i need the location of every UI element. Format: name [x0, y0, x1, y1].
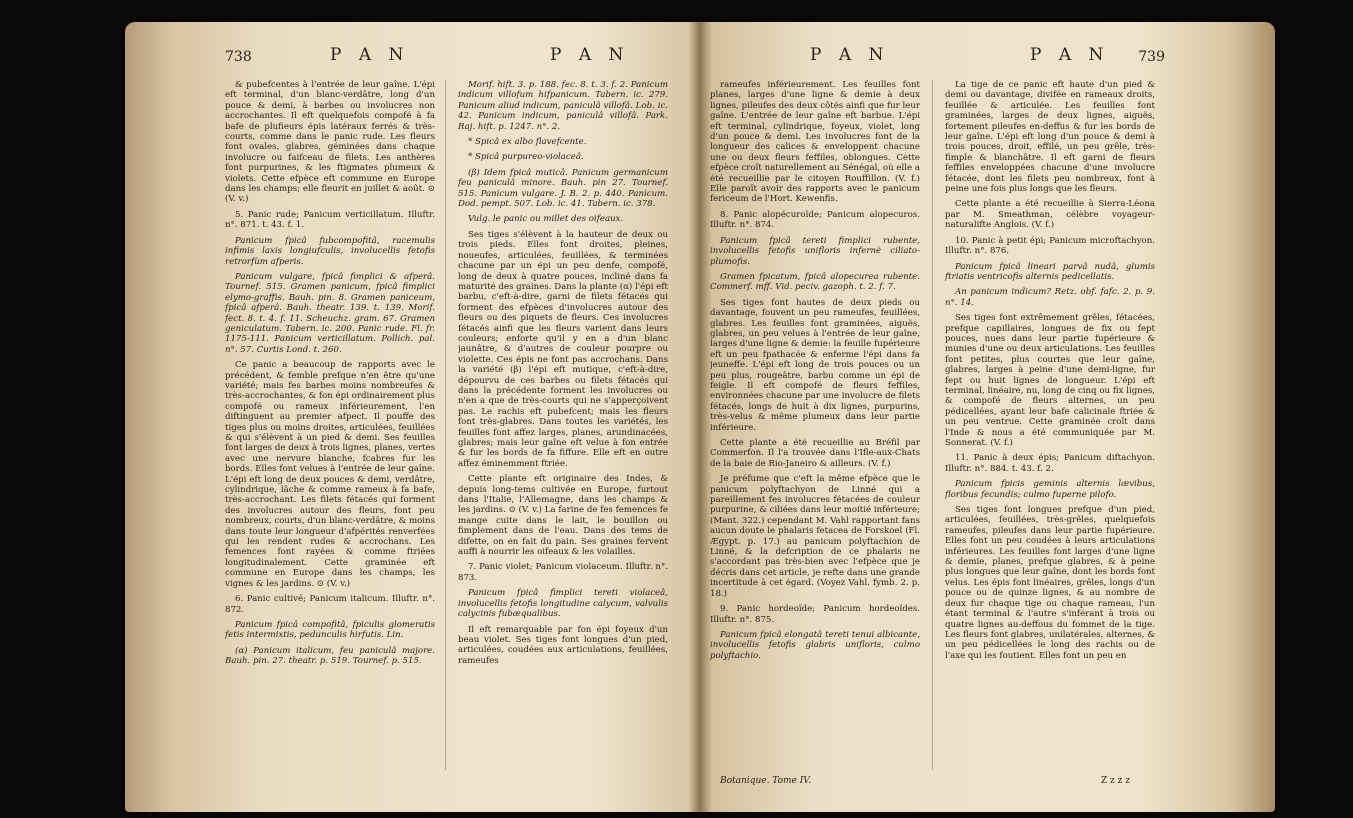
paragraph: Ce panic a beaucoup de rapports avec le précédent, & femble prefque n'en être qu'une variété; mais fes barbes moins nombreufes & très-accrochantes, & fon épi ordinairement plus compofé ou rameux inférieurement, l'en diftinguent au premier afpect. Il pouffe des tiges plus ou moins droites, articulées, feuillées & qui s'élèvent à un pied & demi. Ses feuilles font larges de deux à trois lignes, planes, vertes avec une nervure blanche, fcabres fur les bords. Elles font velues à l'entrée de leur gaîne. L'épi eft long de deux pouces & demi, verdâtre, cylindrique, lâche & comme rameux à fa bafe, très-accrochant. Les filets fétacés qui forment des involucres autour des fleurs, font peu nombreux, courts, d'un blanc-verdâtre, & moins dans toute leur longueur d'afpérités renverfées qui les rendent rudes & accrochans. Les femences font rayées & comme ftriées longitudinalement. Cette graminée eft commune en Europe dans les champs, les vignes & les jardins. ⊙ (V. v.) [225, 360, 435, 589]
paragraph: Il eft remarquable par fon épi foyeux d'un beau violet. Ses tiges font longues d'un pied, articulées, coudées aux articulations, feuillées, rameufes [458, 624, 668, 666]
footer-signature: Z z z z [1100, 775, 1130, 786]
column-rule [445, 80, 446, 770]
species-heading: 6. Panic cultivé; Panicum italicum. Illuftr. n°. 872. [225, 594, 435, 615]
paragraph: Ses tiges font hautes de deux pieds ou davantage, fouvent un peu rameufes, feuillées, glabres. Les feuilles font graminées, aiguës, glabres, un peu velues à l'entrée de leur gaîne, larges d'une ligne & demie: la feuille fupérieure eft un peu fpathacée & enferme l'épi dans fa jeuneffe. L'épi eft long de trois pouces ou un peu plus, rougeâtre, barbu comme un épi de feigle. Il eft compofé de fleurs feffiles, environnées chacune par une involucre de filets fétacés, longs de huit à dix lignes, purpurins, très-velus & même plumeux dans leur partie inférieure. [710, 297, 920, 433]
paragraph: rameufes inférieurement. Les feuilles font planes, larges d'une ligne & demie à deux lignes, pileufes des deux côtés ainfi que fur leur gaîne. L'entrée de leur gaîne eft barbue. L'épi eft terminal, cylindrique, foyeux, violet, long d'un pouce & demi. Les involucres font de la longueur des calices & enveloppent chacune une ou deux fleurs feffiles, oblongues. Cette efpèce croît naturellement au Sénégal, où elle a été recueillie par le citoyen Rouffillon. (V. f.) Elle paroît avoir des rapports avec le panicum fericeum de l'Hort. Kewenfis. [710, 80, 920, 205]
left-page [220, 45, 690, 790]
left-column-1 [225, 80, 435, 780]
paragraph: Ses tiges font extrêmement grêles, fétacées, prefque capillaires, longues de fix ou fept pouces, nues dans leur partie fupérieure & munies d'une ou deux articulations. Les feuilles font petites, plus courtes que leur gaîne, glabres, larges à peine d'une demi-ligne, fur fept ou huit lignes de longueur. L'épi eft terminal, linéaire, nu, long de cinq ou fix lignes, & compofé de fleurs alternes, un peu pédicellées, ayant leur bafe calicinale ftriée & un peu ventrue. Cette graminée croît dans l'Inde & nous a été communiquée par M. Sonnerat. (V. f.) [945, 313, 1155, 448]
species-heading: 8. Panic alopécuroïde; Panicum alopecuros. Illuftr. n°. 874. [710, 209, 920, 231]
diagnosis: Panicum fpicâ lineari parvâ nudâ, glumis ftriatis ventricofis alternis pedicellatis. [945, 261, 1155, 282]
variety: * Spicâ ex albo flavefcente. [468, 137, 587, 148]
diagnosis: Panicum fpicâ tereti fimplici rubente, involucellis fetofis unifloris infernè ciliato-plumofis. [710, 235, 920, 267]
left-page-number: 738 [225, 49, 252, 65]
right-column-1 [710, 80, 920, 780]
right-column-2 [945, 80, 1155, 780]
species-heading: 9. Panic hordeoïde; Panicum hordeoïdes. Illuftr. n°. 875. [710, 604, 920, 625]
synonymy: Panicum vulgare, fpicâ fimplici & afperâ. Tournef. 515. Gramen panicum, fpicâ fimplici elymo-graffis. Bauh. pin. 8. Gramen paniceum, fpicâ afperâ. Bauh. theatr. 139. t. 139. Morif. fect. 8. t. 4. f. 11. Scheuchz. gram. 67. Gramen geniculatum. Tabern. ic. 200. Panic rude. Fl. fr. 1175-111. Panicum verticillatum. Pollich. pal. n°. 57. Curtis Lond. t. 260. [225, 271, 435, 355]
right-running-head: P A N [810, 45, 890, 65]
diagnosis: Panicum fpicâ fubcompofitâ, racemulis infimis laxis longiufculis, involucellis fetofis retrorfùm afperis. [225, 235, 435, 267]
synonymy: Morif. hift. 3. p. 188. fec. 8. t. 3. f. 2. Panicum indicum villofum hifpanicum. Tabern. ic. 279. Panicum aliud indicum, paniculâ villofâ. Lob. ic. 42. Panicum indicum, paniculâ villofâ. Park. Raj. hift. p. 1247. n°. 2. [458, 80, 668, 132]
vulgar-name: Vulg. le panic ou millet des oifeaux. [468, 214, 624, 225]
paragraph: & pubefcentes à l'entrée de leur gaîne. L'épi eft terminal, d'un blanc-verdâtre, long d'un pouce & demi, à barbes ou involucres non accrochantes. Il eft quelquefois compofé à fa bafe de plufieurs épis latéraux ferrés & très-courts, comme dans le panic rude. Les fleurs font ovales, glabres, géminées dans chaque involucre ou faifceau de filets. Les anthères font purpurines, & les ftigmates plumeux & violets. Cette efpèce eft commune en Europe dans les champs; elle fleurit en juillet & août. ⊙ (V. v.) [225, 80, 435, 205]
footer-volume: Botanique. Tome IV. [720, 775, 812, 786]
diagnosis: Panicum fpicâ compofitâ, fpiculis glomeratis fetis intermixtis, pedunculis hirfutis. Lin. [225, 619, 435, 641]
paragraph: Cette plante eft originaire des Indes, & depuis long-tems cultivée en Europe, furtout dans l'Italie, l'Allemagne, dans les champs & les jardins. ⊙ (V. v.) La farine de fes femences fe mange cuite dans le lait, le bouillon ou fimplement dans de l'eau. Dans des tems de difette, on en fait du pain. Ses graines fervent auffi à nourrir les oifeaux & les volailles. [458, 474, 668, 558]
diagnosis: Panicum fpicis geminis alternis lævibus, floribus fecundis; culmo fuperne pilofo. [945, 479, 1155, 500]
paragraph: Ses tiges font longues prefque d'un pied, articulées, feuillées, très-grêles, quelquefois rameufes, pileufes dans leur partie fupérieure. Elles font un peu coudées à leurs articulations inférieures. Les feuilles font larges d'une ligne & demie, planes, prefque glabres, & à peine plus longues que leur gaîne, dont les bords font velus. Les épis font linéaires, grêles, longs d'un pouce ou de quinze lignes, & au nombre de deux fur chaque tige ou chaque rameau, l'un étant terminal & l'autre s'inférant à trois ou quatre lignes au-deffous du fommet de la tige. Les fleurs font glabres, unilatérales, alternes, & un peu pédicellées le long des rachis ou de l'axe qui les foutient. Elles font un peu en [945, 505, 1155, 661]
right-running-head-2: P A N [1030, 45, 1110, 65]
species-heading: 10. Panic à petit épi; Panicum microftachyon. Illuftr. n°. 876. [945, 235, 1155, 257]
species-heading: 5. Panic rude; Panicum verticillatum. Illuftr. n°. 871. t. 43. f. 1. [225, 209, 435, 231]
paragraph: Cette plante a été recueillie à Sierra-Léona par M. Smeathman, célèbre voyageur-naturalifte Anglois. (V. f.) [945, 199, 1155, 231]
synonymy: Gramen fpicatum, fpicâ alopecurea rubente. Commerf. mff. Vid. peciv. gazoph. t. 2. f. 7. [710, 271, 920, 293]
diagnosis: Panicum fpicâ fimplici tereti violaceâ, involucellis fetofis longitudine calycum, valvulis calycinis fubæqualibus. [458, 588, 668, 620]
right-page-number: 739 [1138, 49, 1165, 65]
left-column-2 [458, 80, 668, 780]
right-header [710, 45, 1170, 72]
right-page [710, 45, 1170, 790]
synonymy: (β) Idem fpicâ muticâ. Panicum germanicum feu paniculâ minore. Bauh. pin 27. Tournef. 515. Panicum vulgare. J. B. 2. p. 440. Panicum. Dod. pempt. 507. Lob. ic. 41. Tabern. ic. 378. [458, 167, 668, 210]
left-header [220, 45, 690, 72]
left-running-head: P A N [330, 45, 410, 65]
paragraph: La tige de ce panic eft haute d'un pied & demi ou davantage, divifée en rameaux droits, feuillée & articulée. Les feuilles font graminées, larges de deux lignes, aiguës, fortement pileufes en-deffus & fur les bords de leur gaîne. L'épi eft long d'un pouce & demi à trois pouces, droit, effilé, un peu grêle, très-fimple & blanchâtre. Il eft garni de fleurs feffiles enveloppées chacune d'une involucre fétacée, dont les filets peu nombreux, font à peine une fois plus longs que les fleurs. [945, 80, 1155, 195]
diagnosis: Panicum fpicâ elongatâ tereti tenui albicante, involucellis fetofis glabris unifloris, culmo polyftachio. [710, 629, 920, 661]
species-heading: 11. Panic à deux épis; Panicum diftachyon. Illuftr. n°. 884. t. 43. f. 2. [945, 453, 1155, 474]
variety: * Spicâ purpureo-violaceâ. [468, 152, 584, 163]
paragraph: Cette plante a été recueillie au Bréfil par Commerfon. Il l'a trouvée dans l'Ifle-aux-Chats de la baie de Rio-Janeiro & ailleurs. (V. f.) [710, 438, 920, 469]
paragraph: Je préfume que c'eft la même efpèce que le panicum polyftachyon de Linné qui a pareillement fes involucres fétacées de couleur purpurine, & ciliées dans leur moitié inférieure; (Mant. 322.) cependant M. Vahl rapportant fans aucun doute le phalaris fetacea de Forskoel (Fl. Ægypt. p. 17.) au panicum polyftachion de Linné, & la defcription de ce phalaris ne s'accordant pas très-bien avec l'efpèce que je décris dans cet article, je refte dans une grande incertitude à cet égard. (Voyez Vahl. fymb. 2. p. 18.) [710, 474, 920, 599]
species-heading: 7. Panic violet; Panicum violaceum. Illuftr. n°. 873. [458, 562, 668, 583]
left-running-head-2: P A N [550, 45, 630, 65]
synonymy: (α) Panicum italicum, feu paniculâ majore. Bauh. pin. 27. theatr. p. 519. Tournef. p. 515. [225, 645, 435, 667]
column-rule [932, 80, 933, 770]
synonymy: An panicum indicum? Retz. obf. fafc. 2. p. 9. n°. 14. [945, 287, 1155, 308]
paragraph: Ses tiges s'élèvent à la hauteur de deux ou trois pieds. Elles font droites, pleines, noueufes, articulées, feuillées, & terminées chacune par un épi un peu denfe, compofé, long de deux à quatre pouces, incliné dans fa maturité des graines. Dans la plante (α) l'épi eft barbu, c'eft-à-dire, garni de filets fétacés qui forment des efpèces d'involucres autour des fleurs ou des piquets de fleurs. Ces involucres fétacés ainfi que les fleurs varient dans leurs couleurs; enforte qu'il y en a d'un blanc jaunâtre, & d'autres de couleur pourpre ou violette. Ces épis ne font pas accrochans. Dans la variété (β) l'épi eft mutique, c'eft-à-dire, dépourvu de ces barbes ou filets fétacés qui dans la précédente forment les involucres ou n'en a que de très-courts qui ne s'apperçoivent pas. Le rachis eft pubefcent; mais les fleurs font très-glabres. Dans toutes les variétés, les feuilles font affez larges, planes, arundinacées, glabres; mais leur gaîne eft velue à fon entrée & fur les bords de fa fiffure. Elle eft en outre affez éminemment ftriée. [458, 229, 668, 469]
